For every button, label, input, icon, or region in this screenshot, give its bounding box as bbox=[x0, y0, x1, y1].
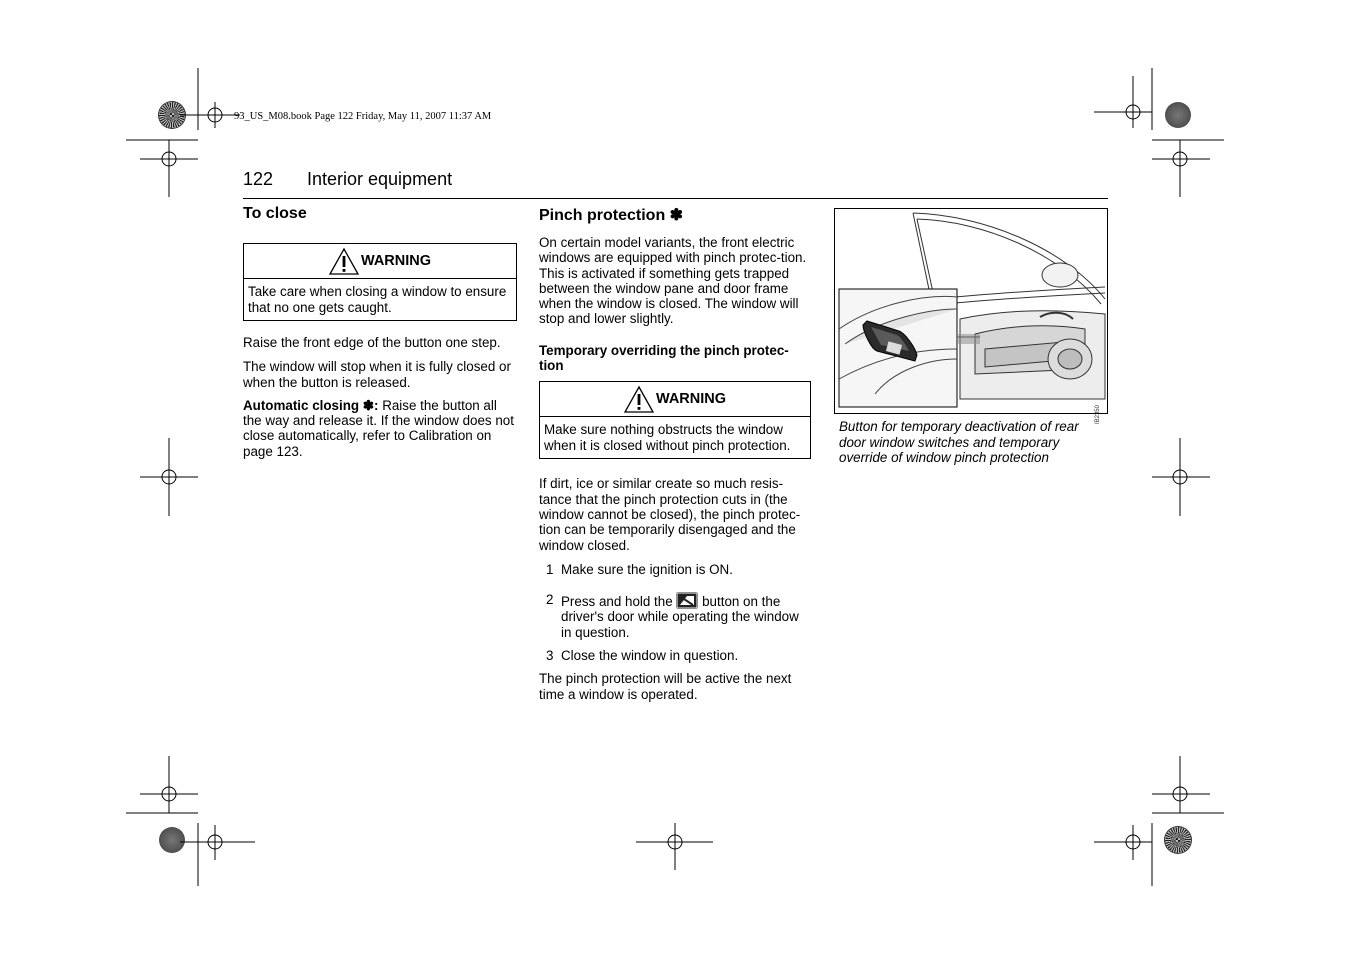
paragraph: The window will stop when it is fully closed or when the button is released. bbox=[243, 359, 511, 390]
heading-to-close: To close bbox=[243, 205, 307, 222]
warning-header bbox=[540, 382, 810, 417]
automatic-closing-label: Automatic closing ✽: bbox=[243, 397, 379, 413]
window-lock-button-icon bbox=[676, 592, 698, 609]
warning-text: Make sure nothing obstructs the window when it is closed without pinch protection. bbox=[544, 422, 791, 454]
left-column bbox=[243, 205, 517, 459]
warning-header bbox=[244, 244, 516, 279]
header-rule bbox=[243, 198, 1108, 199]
list-item bbox=[539, 562, 811, 577]
heading-pinch-protection: Pinch protection ✽ bbox=[539, 207, 684, 224]
warning-text: Take care when closing a window to ensure that no one gets caught. bbox=[248, 284, 507, 315]
door-illustration bbox=[834, 208, 1108, 425]
steps-list bbox=[539, 562, 811, 663]
section-title: Interior equipment bbox=[307, 169, 453, 189]
automatic-closing-text: Raise the button all the way and release it. If the window does not close automatically, refer to Calibration on page 123. bbox=[243, 397, 514, 459]
paragraph: The pinch protection will be active the next time a window is operated. bbox=[539, 671, 792, 702]
warning-label: WARNING bbox=[655, 391, 727, 408]
step-number: 1 bbox=[546, 561, 554, 577]
warning-triangle-icon bbox=[329, 248, 359, 275]
figure-code: IB2350 bbox=[1095, 405, 1101, 425]
paragraph: Raise the front edge of the button one step. bbox=[243, 335, 501, 350]
subheading: Temporary overriding the pinch protec-tion bbox=[539, 342, 789, 374]
paragraph: On certain model variants, the front electric windows are equipped with pinch protec-tion. This is activated if something gets trapped between the window pane and door frame when the window is closed. The window will stop and lower slightly. bbox=[539, 235, 807, 327]
page-number: 122 bbox=[243, 169, 274, 189]
step-text-part: Press and hold the bbox=[561, 594, 677, 610]
paragraph-automatic-closing bbox=[243, 398, 517, 459]
warning-box bbox=[243, 243, 517, 321]
middle-column bbox=[539, 205, 811, 702]
door-drawing bbox=[835, 209, 1107, 413]
step-text: Close the window in question. bbox=[561, 648, 739, 664]
step-text: Make sure the ignition is ON. bbox=[561, 561, 733, 577]
list-item bbox=[539, 592, 811, 640]
step-text-part: button on the driver's door while operating the window in question. bbox=[561, 594, 799, 640]
figure-caption: Button for temporary deactivation of rear door window switches and temporary override of window pinch protection bbox=[839, 419, 1079, 465]
warning-box bbox=[539, 381, 811, 459]
file-info: 93_US_M08.book Page 122 Friday, May 11, 2007 11:37 AM bbox=[234, 111, 492, 122]
step-text bbox=[561, 592, 811, 640]
paragraph: If dirt, ice or similar create so much resis-tance that the pinch protection cuts in (the window cannot be closed), the pinch protec-tion can be temporarily disengaged and the window closed. bbox=[539, 476, 801, 553]
list-item bbox=[539, 648, 811, 663]
warning-label: WARNING bbox=[360, 253, 432, 269]
warning-triangle-icon bbox=[624, 386, 654, 413]
step-number: 3 bbox=[546, 648, 554, 664]
step-number: 2 bbox=[546, 592, 554, 608]
